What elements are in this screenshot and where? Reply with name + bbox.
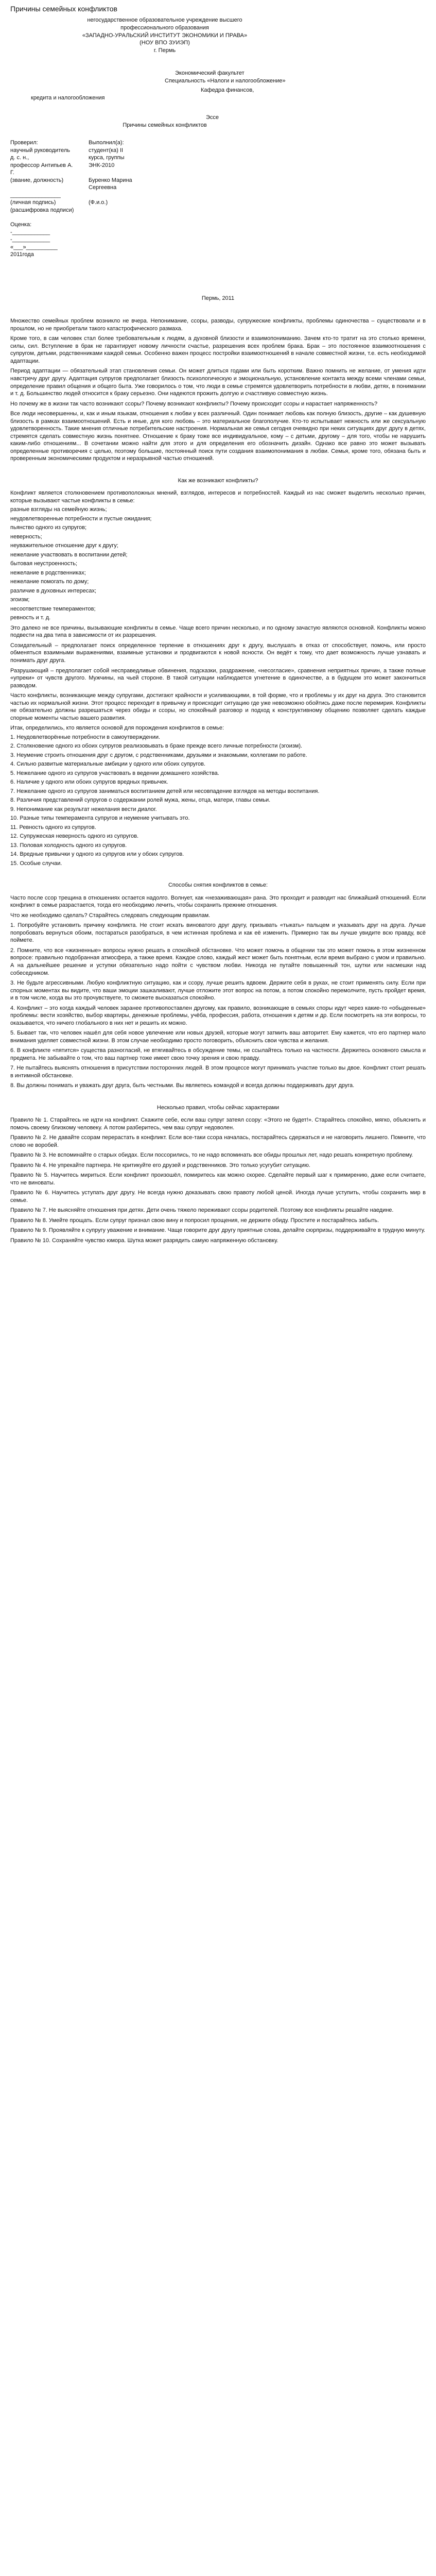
faculty: Экономический факультет (175, 70, 245, 77)
rule-item: Правило № 7. Не выясняйте отношения при детях. Дети очень тяжело переживают ссоры родителей. Поэтому все конфликты решайте наедине. (10, 1207, 394, 1214)
rule-item: Правило № 6. Научитесь уступать друг другу. Не всегда нужно доказывать свою правоту любой ценой. Иногда лучше уступить, чтобы сохранить мир в семье. (10, 1190, 426, 1204)
grade-date: «___»__________ (10, 244, 58, 250)
fio-hint: (Ф.и.о.) (89, 199, 108, 206)
supervisor: научный руководитель (10, 147, 71, 154)
grade-line: -____________ (10, 236, 50, 243)
paragraph: Разрушающий – предполагает собой несправедливые обвинения, подсказки, раздражение, «несогласие», сравнения неприятных причин, а также полные «упреки» от чувств другого. Мужчины, на чьей стороне. В такой ситуации наблюдается угнетение в одиночестве, а в будущем это может закончиться разводом. (10, 667, 426, 689)
paragraph: 6. В конфликте «пятится» существа разногласий, не втягивайтесь в обсуждение темы, не ссылайтесь только на частности. Держитесь основного смысла и предмета. Не забывайте о том, что ваш партнер тоже имеет свою точку зрения и свою правду. (10, 1047, 426, 1061)
list-item: неверность; (10, 533, 42, 540)
list-item: 7. Нежелание одного из супругов заниматься воспитанием детей или несовпадение взглядов на методы воспитания. (10, 788, 320, 794)
paragraph: Это далеко не все причины, вызывающие конфликты в семье. Чаще всего причин несколько, и по одному зачастую являются основной. Конфликты можно подвести на два типа в зависимости от их разрешения. (10, 624, 426, 639)
list-item: 10. Разные типы темперамента супругов и неумение учитывать это. (10, 815, 190, 822)
list-item: несоответствие темпераментов; (10, 605, 96, 612)
institution-line: (НОУ ВПО ЗУИЭП) (139, 40, 190, 46)
list-item: 15. Особые случаи. (10, 860, 62, 867)
list-item: нежелание помогать по дому; (10, 579, 89, 585)
list-item: 13. Половая холодность одного из супругов. (10, 842, 127, 849)
list-item: эгоизм; (10, 597, 30, 603)
paragraph: Но почему же в жизни так часто возникают ссоры? Почему возникают конфликты? Почему происходит ссоры и нарастает напряженность? (10, 400, 378, 407)
list-item: 5. Нежелание одного из супругов участвовать в ведении домашнего хозяйства. (10, 770, 219, 776)
rule-item: Правило № 3. Не вспоминайте о старых обидах. Если поссорились, то не надо вспоминать все обиды прошлых лет, надо решать конкретную проблему. (10, 1152, 413, 1159)
paragraph: 7. Не пытайтесь выяснять отношения в присутствии посторонних людей. В этом процессе могут принимать участие только вы двое. Конфликт стоит решать в интимной обстановке. (10, 1065, 426, 1079)
rule-item: Правило № 4. Не упрекайте партнера. Не критикуйте его друзей и родственников. Это только усугубит ситуацию. (10, 1162, 310, 1168)
group: курса, группы (89, 155, 125, 161)
list-item: 9. Непонимание как результат нежелания вести диалог. (10, 806, 157, 812)
professor: профессор Антипьев А. Г. (10, 162, 73, 176)
list-item: 1. Неудовлетворённые потребности в самоутверждении. (10, 734, 161, 740)
rule-item: Правило № 8. Умейте прощать. Если супруг признал свою вину и попросил прощения, не держите обиду. Простите и постарайтесь забыть. (10, 1217, 379, 1224)
institution-line: профессионального образования (120, 24, 209, 31)
institution-line: негосударственное образовательное учреждение высшего (87, 17, 242, 24)
grade-block (10, 221, 426, 259)
list-item: неуважительное отношение друг к другу; (10, 543, 118, 549)
document-page (0, 0, 436, 1265)
list-item: 12. Супружеская неверность одного из супругов. (10, 833, 139, 840)
list-item: нежелание в родственниках; (10, 569, 86, 576)
causes-list (10, 506, 426, 622)
paragraph: Конфликт является столкновением противоположных мнений, взглядов, интересов и потребностей. Каждый из нас сможет выделить несколько причин, которые вызывают частые конфликты в семье: (10, 490, 426, 504)
rule-item: Правило № 5. Научитесь мириться. Если конфликт произошёл, помиритесь как можно скорее. Сделайте первый шаг к примирению, даже если считаете, что не виноваты. (10, 1172, 426, 1186)
rule-item: Правило № 9. Проявляйте к супругу уважение и внимание. Чаще говорите друг другу приятные слова, делайте сюрпризы, поддерживайте в трудную минуту. (10, 1227, 426, 1234)
list-item: 2. Столкновение одного из обоих супругов реализовывать в браке прежде всего личные потребности (эгоизм). (10, 743, 303, 750)
institution-line: «ЗАПАДНО-УРАЛЬСКИЙ ИНСТИТУТ ЭКОНОМИКИ И ПРАВА» (82, 32, 248, 39)
grade-label: Оценка: (10, 222, 32, 228)
section-title: Несколько правил, чтобы сейчас характерами (156, 1104, 280, 1111)
rule-item: Правило № 10. Сохраняйте чувство юмора. Шутка может разрядить самую напряженную обстановку. (10, 1237, 278, 1244)
list-item: 4. Сильно развитые материальные амбиции у одного или обоих супругов. (10, 761, 206, 768)
paragraph: Что же необходимо сделать? Старайтесь следовать следующим правилам. (10, 912, 211, 919)
checked-label: Проверил: (10, 140, 38, 146)
section-title: Способы снятия конфликтов в семье: (168, 882, 268, 889)
list-item: 8. Различия представлений супругов о содержании ролей мужа, жены, отца, матери, главы семьи. (10, 797, 271, 804)
intro-section (10, 317, 426, 462)
section-title: Как же возникают конфликты? (178, 477, 258, 484)
grade-line: -____________ (10, 229, 50, 235)
list-item: ревность и т. д. (10, 615, 51, 621)
list-item: нежелание участвовать в воспитании детей; (10, 551, 128, 558)
rule-item: Правило № 1. Старайтесь не идти на конфликт. Скажите себе, если ваш супруг затеял ссору: «Этого не будет!». Старайтесь спокойно, мягко, объяснить и помочь своему близкому человеку. А потом разберитесь, чем ваш супруг недоволен. (10, 1117, 426, 1131)
signature-hint: (личная подпись) (10, 199, 56, 206)
list-item: 14. Вредные привычки у одного из супругов или у обоих супругов. (10, 851, 184, 858)
department: Кафедра финансов, (201, 87, 254, 94)
document-title: Причины семейных конфликтов (10, 5, 117, 13)
student-name: Буренко Марина (89, 177, 132, 183)
student-course: студент(ка) II (89, 147, 124, 154)
student-name: Сергеевна (89, 184, 117, 191)
list-item: 6. Наличие у одного или обоих супругов вредных привычек. (10, 779, 168, 786)
institution-block (41, 16, 288, 54)
paragraph: Кроме того, в сам человек стал более требовательным к людям, а духовной близости и взаимопониманию. Зачем кто-то тратит на это столько времени, силы, сил. Вступление в брак не гарантирует новому личности счастье, разрешения всех проблем брака. Брак – это постоянное взаимоотношения с супругом, детьми, родственниками каждой семьи. Особенно важен процесс постройки взаимоотношений в начале совместной жизни, т.е. есть необходимой адаптации. (10, 335, 426, 364)
institution-city: г. Пермь (153, 47, 176, 54)
list-item: различие в духовных интересах; (10, 587, 96, 594)
done-label: Выполнил(а): (89, 140, 124, 146)
position: (звание, должность) (10, 177, 64, 183)
paragraph: Период адаптации — обязательный этап становления семьи. Он может длиться годами или быть коротким. Важно помнить не желание, от умения идти навстречу друг другу. Адаптация супругов предполагает близость психологическую и эмоциональную, установление контакта между всеми членами семьи, определение правил общения и общего быта. Уже говорилось о том, что люди в семье стремятся удовлетворить потребности в любви, детях, в понимании и т. д. Большинство людей относится к браку серьезно. Они надеются прожить долгую и счастливую совместную жизнь. (10, 368, 426, 397)
paragraph: 8. Вы должны понимать и уважать друг друга, быть честными. Вы являетесь командой и всегда должны поддерживать друг друга. (10, 1082, 355, 1089)
paragraph: Итак, определились, кто является основой для порождения конфликтов в семье: (10, 725, 224, 732)
paragraph: Часто конфликты, возникающие между супругами, достигают крайности и усиливающими, в той форме, что и проблемы у их друг на друга. Это становится частью их нормальной жизни. Этот процесс переходит в привычку и происходит ситуацию где уже невозможно обойтись даже после перемирия. Конфликты не обязательно должны разрешаться через обиды и ссоры, но спокойный разговор и подход к конструктивному общению позволяет сделать каждые спорные моменты частью вашего развития. (10, 692, 426, 721)
signature-line: ________________ (10, 192, 61, 198)
specialty: Специальность «Налоги и налогообложение» (165, 77, 286, 84)
list-item: 11. Ревность одного из супругов. (10, 824, 96, 831)
degree: д. с. н., (10, 155, 29, 161)
paragraph: 5. Бывает так, что человек нашёл для себя новое увлечение или новых друзей, которые могут затмить ваш авторитет. Ему кажется, что его партнер мало внимания уделяет совместной жизни. В этом случае необходимо просто поговорить, объяснить свои чувства и желания. (10, 1030, 426, 1044)
list-item: разные взгляды на семейную жизнь; (10, 506, 107, 513)
list-item: пьянство одного из супругов; (10, 524, 87, 531)
paragraph: 2. Помните, что все «жизненные» вопросы нужно решать в спокойной обстановке. Что может помочь в общении так это может помочь в этом жизненном вопросе: правильно подобранная атмосфера, а также время. Каждое слово, каждый жест может быть понятным, если время выбрано с умом и правильно. А на дальнейшее решение и уступки обязательно надо пойти с чувством любви. Никогда не путайте повышенный тон, шутки или насмешки над собеседником. (10, 947, 426, 976)
info-table (10, 139, 161, 214)
list-item: неудовлетворенные потребности и пустые ожидания; (10, 515, 152, 522)
types-list (10, 734, 426, 868)
essay-topic: Причины семейных конфликтов (123, 122, 207, 128)
paragraph: Все люди несовершенны, и, как и иным языкам, отношения к любви у всех различный. Один понимает любовь как полную близость, другие – как душевную близость в рамках взаимоотношений. Есть и иные, для кого любовь – это материальное благополучие. Кто-то испытывает нежность или же сексуальную удовлетворенность. Такие мнения отличные потребительские настроения. Нормальная же семья сегодня очевидно при неких ситуациях друг другу в детях, стремятся сделать совместную жизнь понятнее. Отношение к браку тоже все индивидуальное, кому – с детьми, другому – для того, чтобы не нарушить каким-либо отношениям... В сочетании можно найти для этого и для определения его обозначить дизайн. Однако все равно это может вызывать определенные противоречия с целью, поэтому большие, постоянный поиск пути создания взаимопонимания в любви. Семья, кроме того, обязана быть и проверенным экономическими продуктом и неразрывной частью отношений. (10, 411, 426, 462)
rule-item: Правило № 2. Не давайте ссорам перерастать в конфликт. Если все-таки ссора началась, постарайтесь сдержаться и не наговорить лишнего. Помните, что слово не воробей. (10, 1134, 426, 1148)
city-year: Пермь, 2011 (201, 295, 235, 301)
paragraph: 1. Попробуйте установить причину конфликта. Не стоит искать виноватого друг другу, призывать «тыкать» пальцем и указывать друг на друга. Лучше попробовать вернуться обоим, постараться разобраться, в чем истинная проблема и как её изменить. Примерно так вы лучше увидите всю правду, всё поймете. (10, 922, 426, 944)
grade-year: 2011года (10, 251, 34, 258)
rules-list (10, 1116, 426, 1244)
essay-label: Эссе (206, 114, 219, 121)
group-code: ЭНК-2010 (89, 162, 115, 168)
paragraph: 4. Конфликт – это когда каждый человек заранее противопоставлен другому, как правило, возникающие в семьях споры идут через какие-то «обыденные» проблемы: вести хозяйство, выбор квартиры, денежные проблемы, учёба, профессия, работа, отношения к детям и др. Если посмотреть на эти вопросы, то оказывается, что ничего глобального в них нет и решить их можно. (10, 1005, 426, 1026)
paragraph: Созидательный – предполагает поиск определенное терпение в отношениях друг к другу, выслушать в отказ от способствует, помочь, или просто обменяться взаимными выражениями, взаимные установки и продвигаются к новой ясности. Он ведёт к тому, что дает возможность лучше узнавать и понимать друг друга. (10, 642, 426, 664)
list-item: 3. Неумение строить отношения друг с другом, с родственниками, друзьями и знакомыми, коллегами по работе. (10, 752, 307, 758)
paragraph: 3. Не будьте агрессивными. Любую конфликтную ситуацию, как и ссору, лучше решить вдвоем. Держите себя в руках, не стоит применять силу. Если при спорных моментах вы видите, что ваши эмоции зашкаливают, лучше отложите этот вопрос на потом, а потом спокойно перемолчите, пусть пройдет время, и в том числе, когда вы это прочувствуете, то сможете высказаться спокойно. (10, 980, 426, 1002)
decode-hint: (расшифровка подписи) (10, 207, 74, 213)
department-cont: кредита и налогообложения (31, 94, 105, 101)
paragraph: Часто после ссор трещина в отношениях остается надолго. Волнует, как «незаживающая» рана. Это проходит и разводит нас ближайший отношений. Если конфликт в семье разрастается, тогда его необходимо лечить, чтобы сохранить прежние отношения. (10, 894, 426, 909)
list-item: бытовая неустроенность; (10, 561, 78, 567)
paragraph: Множество семейных проблем возникло не вчера. Непонимание, ссоры, разводы, супружеские конфликты, проблемы одиночества – существовали и в прошлом, но не приобретали такого катастрофического размаха. (10, 318, 426, 332)
